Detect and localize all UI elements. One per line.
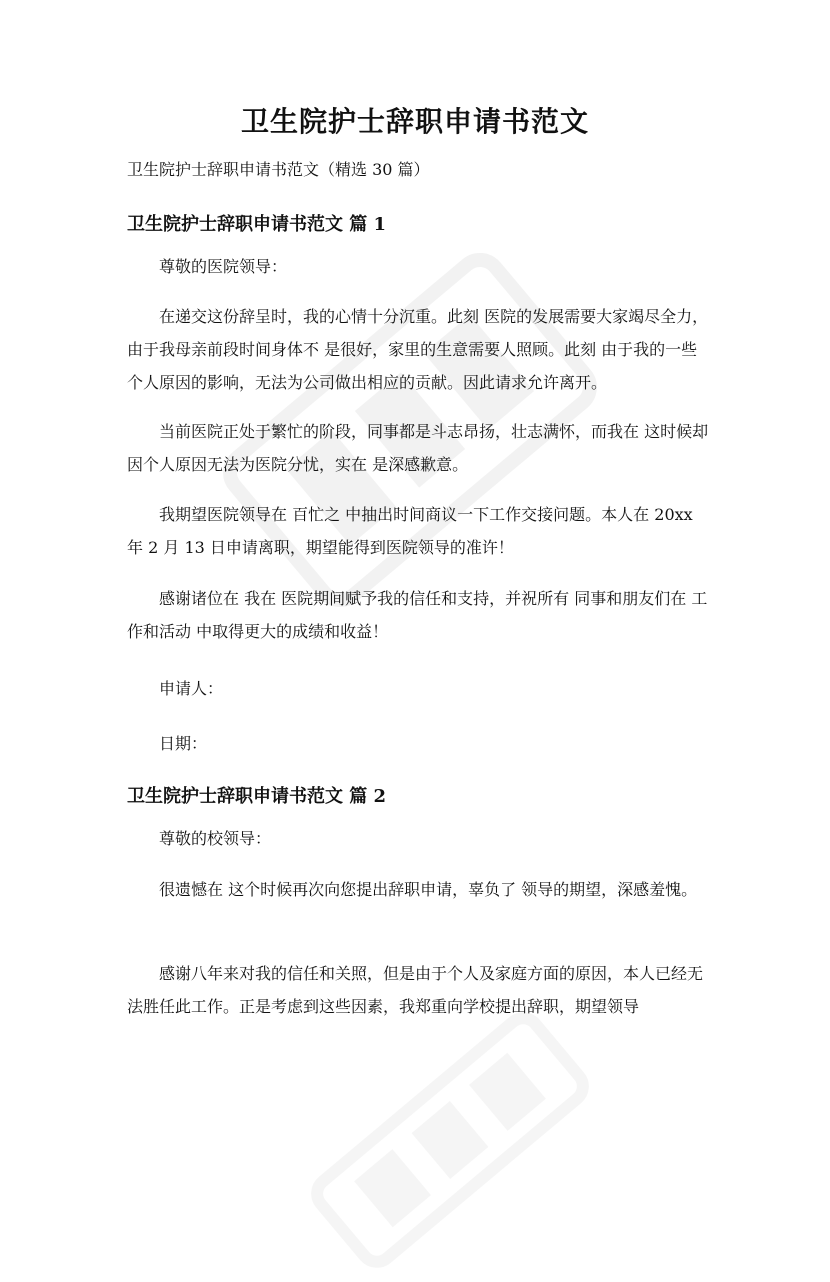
paragraph: 我期望医院领导在 百忙之 中抽出时间商议一下工作交接问题。本人在 20xx 年 2 月 13 日申请离职，期望能得到医院领导的准许！ [127, 505, 693, 557]
paragraph: 在递交这份辞呈时，我的心情十分沉重。此刻 医院的发展需要大家竭尽全力，由于我母亲前段时间身体不 是很好，家里的生意需要人照顾。此刻 由于我的一些个人原因的影响，无法为公司做出相应的贡献。因此请求允许离开。 [127, 307, 709, 392]
date-line: 日期： [159, 734, 208, 753]
paragraph: 很遗憾在 这个时候再次向您提出辞职申请，辜负了 领导的期望，深感羞愧。 [159, 880, 698, 899]
document-title: 卫生院护士辞职申请书范文 [240, 105, 589, 138]
applicant-line: 申请人： [159, 679, 224, 698]
paragraph: 感谢诸位在 我在 医院期间赋予我的信任和支持，并祝所有 同事和朋友们在 工作和活动 中取得更大的成绩和收益！ [127, 589, 708, 641]
paragraph: 感谢八年来对我的信任和关照，但是由于个人及家庭方面的原因，本人已经无法胜任此工作。正是考虑到这些因素，我郑重向学校提出辞职，期望领导 [127, 964, 704, 1016]
section-heading-2: 卫生院护士辞职申请书范文 篇 2 [127, 786, 387, 807]
salutation: 尊敬的医院领导： [159, 257, 288, 276]
document-subtitle: 卫生院护士辞职申请书范文（精选 30 篇） [127, 160, 430, 179]
section-heading-1: 卫生院护士辞职申请书范文 篇 1 [127, 214, 387, 235]
paragraph: 当前医院正处于繁忙的阶段，同事都是斗志昂扬，壮志满怀，而我在 这时候却因个人原因无法为医院分忧，实在 是深感歉意。 [127, 422, 709, 474]
salutation: 尊敬的校领导： [159, 829, 272, 848]
watermark-logo-bottom [297, 998, 604, 1282]
